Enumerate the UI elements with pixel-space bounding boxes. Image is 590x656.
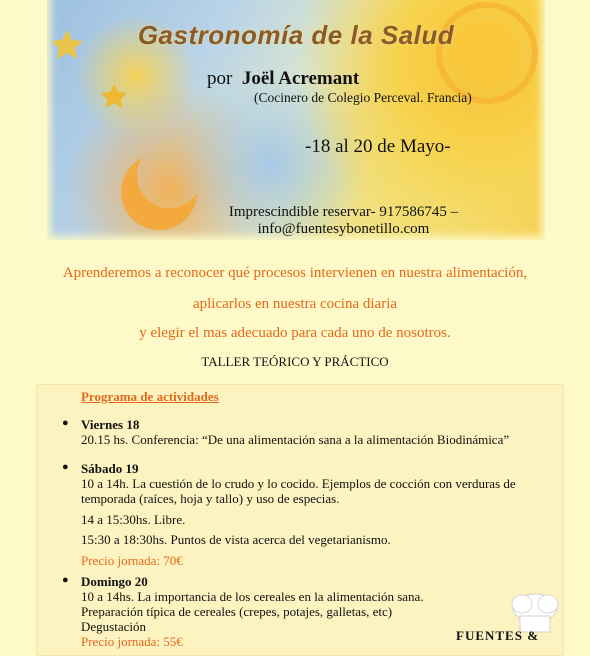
intro-line-1: Aprenderemos a reconocer qué procesos intervienen en nuestra alimentación, — [62, 265, 528, 281]
star-icon — [101, 84, 127, 108]
intro-line-2: aplicarlos en nuestra cocina diaria — [192, 296, 398, 312]
author-name: Joël Acremant — [241, 68, 360, 89]
day-saturday — [62, 461, 139, 477]
bullet-icon: ● — [62, 574, 69, 586]
seminar-title — [47, 0, 545, 2]
program-line: 15:30 a 18:30hs. Puntos de vista acerca del vegetarianismo. — [81, 532, 391, 547]
intro-line-3: y elegir el mas adecuado para cada uno de nosotros. — [139, 325, 451, 341]
day-friday — [62, 417, 140, 433]
bullet-icon: ● — [62, 461, 69, 473]
banner-painting — [47, 0, 545, 240]
program-line: 10 a 14h. La cuestión de lo crudo y lo cocido. Ejemplos de cocción con verduras de — [81, 476, 516, 491]
program-line: 20.15 hs. Conferencia: “De una alimentación sana a la alimentación Biodinámica” — [81, 432, 510, 447]
day-name: Viernes 18 — [81, 417, 140, 432]
author-line — [207, 68, 359, 90]
program-line: Preparación típica de cereales (crepes, potajes, galletas, etc) — [81, 604, 393, 619]
page-title: Gastronomía de la Salud — [137, 20, 455, 50]
program-line: temporada (raíces, hoja y tallo) y uso de especias. — [81, 491, 340, 506]
reservation-contact: Imprescindible reservar- 917586745 – info@fuentesybonetillo.com — [228, 204, 459, 237]
program-line: Degustación — [81, 619, 146, 634]
price-label: Precio jornada: 55€ — [81, 634, 183, 649]
day-sunday — [62, 574, 148, 590]
price-label: Precio jornada: 70€ — [81, 553, 183, 568]
author-prefix: por — [207, 68, 233, 89]
logo-text: FUENTES & — [456, 628, 540, 643]
day-name: Sábado 19 — [81, 461, 139, 476]
bullet-icon: ● — [62, 417, 69, 429]
taller-heading: TALLER TEÓRICO Y PRÁCTICO — [201, 354, 389, 369]
brand-logo — [440, 590, 590, 643]
event-dates: -18 al 20 de Mayo- — [305, 136, 451, 157]
program-line: 10 a 14hs. La importancia de los cereales en la alimentación sana. — [81, 589, 424, 604]
day-name: Domingo 20 — [81, 574, 148, 589]
program-title: Programa de actividades — [81, 389, 219, 404]
author-affiliation: (Cocinero de Colegio Perceval. Francia) — [254, 90, 472, 105]
program-line: 14 a 15:30hs. Libre. — [81, 512, 186, 527]
